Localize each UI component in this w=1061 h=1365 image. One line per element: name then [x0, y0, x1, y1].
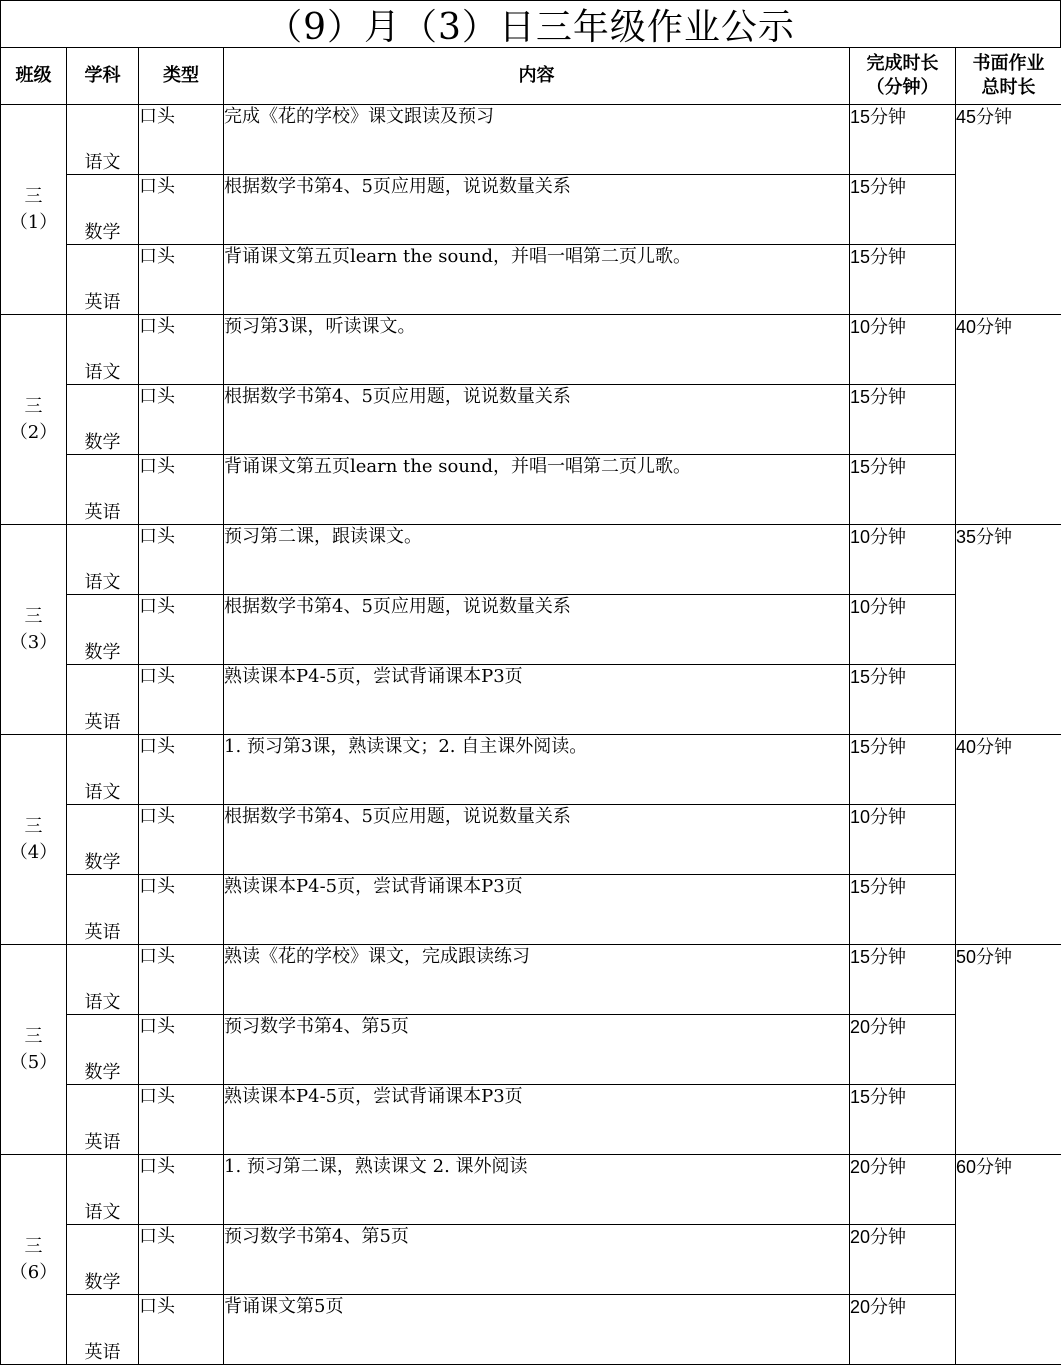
- class-cell: [1, 735, 67, 945]
- class-number: （5）: [9, 1051, 58, 1073]
- type-cell: 口头: [139, 1295, 224, 1365]
- table-body: [1, 105, 1061, 1365]
- type-cell: 口头: [139, 105, 224, 175]
- total-duration-cell: 40分钟: [956, 315, 1061, 525]
- subject-cell: 数学: [67, 595, 139, 665]
- duration-cell: 10分钟: [850, 525, 956, 595]
- duration-cell: 15分钟: [850, 945, 956, 1015]
- class-grade: 三: [24, 395, 43, 417]
- class-cell: [1, 105, 67, 315]
- table-row: [1, 1225, 1061, 1295]
- subject-cell: 英语: [67, 245, 139, 315]
- header-type: 类型: [139, 48, 224, 105]
- content-cell: 背诵课文第五页learn the sound，并唱一唱第二页儿歌。: [224, 245, 850, 315]
- duration-cell: 15分钟: [850, 735, 956, 805]
- subject-cell: 语文: [67, 945, 139, 1015]
- subject-cell: 英语: [67, 1085, 139, 1155]
- type-cell: 口头: [139, 1015, 224, 1085]
- type-cell: 口头: [139, 665, 224, 735]
- duration-cell: 15分钟: [850, 175, 956, 245]
- content-cell: 预习第二课，跟读课文。: [224, 525, 850, 595]
- duration-cell: 10分钟: [850, 595, 956, 665]
- class-cell: [1, 525, 67, 735]
- class-cell: [1, 1155, 67, 1365]
- subject-cell: 数学: [67, 1015, 139, 1085]
- class-grade: 三: [24, 605, 43, 627]
- table-row: [1, 805, 1061, 875]
- class-cell: [1, 945, 67, 1155]
- subject-cell: 数学: [67, 805, 139, 875]
- type-cell: 口头: [139, 1085, 224, 1155]
- header-total-line1: 书面作业: [972, 53, 1045, 74]
- type-cell: 口头: [139, 875, 224, 945]
- header-duration-line1: 完成时长: [866, 53, 939, 74]
- subject-cell: 数学: [67, 175, 139, 245]
- type-cell: 口头: [139, 735, 224, 805]
- header-duration-line2: （分钟）: [866, 77, 939, 98]
- content-cell: 背诵课文第5页: [224, 1295, 850, 1365]
- content-cell: 完成《花的学校》课文跟读及预习: [224, 105, 850, 175]
- duration-cell: 15分钟: [850, 875, 956, 945]
- total-duration-cell: 60分钟: [956, 1155, 1061, 1365]
- duration-cell: 15分钟: [850, 455, 956, 525]
- duration-cell: 10分钟: [850, 315, 956, 385]
- type-cell: 口头: [139, 595, 224, 665]
- subject-cell: 语文: [67, 735, 139, 805]
- subject-cell: 数学: [67, 1225, 139, 1295]
- type-cell: 口头: [139, 315, 224, 385]
- class-grade: 三: [24, 1025, 43, 1047]
- content-cell: 熟读《花的学校》课文，完成跟读练习: [224, 945, 850, 1015]
- class-number: （1）: [9, 211, 58, 233]
- class-cell: [1, 315, 67, 525]
- duration-cell: 15分钟: [850, 385, 956, 455]
- duration-cell: 20分钟: [850, 1015, 956, 1085]
- table-row: [1, 455, 1061, 525]
- class-number: （6）: [9, 1261, 58, 1283]
- content-cell: 根据数学书第4、5页应用题，说说数量关系: [224, 595, 850, 665]
- content-cell: 根据数学书第4、5页应用题，说说数量关系: [224, 805, 850, 875]
- duration-cell: 10分钟: [850, 805, 956, 875]
- subject-cell: 语文: [67, 105, 139, 175]
- type-cell: 口头: [139, 245, 224, 315]
- total-duration-cell: 50分钟: [956, 945, 1061, 1155]
- content-cell: 背诵课文第五页learn the sound，并唱一唱第二页儿歌。: [224, 455, 850, 525]
- table-row: [1, 945, 1061, 1015]
- content-cell: 1. 预习第3课，熟读课文；2. 自主课外阅读。: [224, 735, 850, 805]
- content-cell: 熟读课本P4-5页，尝试背诵课本P3页: [224, 875, 850, 945]
- subject-cell: 英语: [67, 455, 139, 525]
- subject-cell: 语文: [67, 1155, 139, 1225]
- class-number: （4）: [9, 841, 58, 863]
- table-row: [1, 315, 1061, 385]
- table-row: [1, 245, 1061, 315]
- duration-cell: 15分钟: [850, 245, 956, 315]
- duration-cell: 20分钟: [850, 1225, 956, 1295]
- type-cell: 口头: [139, 525, 224, 595]
- type-cell: 口头: [139, 455, 224, 525]
- subject-cell: 语文: [67, 315, 139, 385]
- table-row: [1, 175, 1061, 245]
- table-row: [1, 665, 1061, 735]
- homework-table: [0, 47, 1061, 1365]
- duration-cell: 15分钟: [850, 665, 956, 735]
- class-grade: 三: [24, 815, 43, 837]
- header-total-line2: 总时长: [981, 77, 1036, 98]
- class-number: （2）: [9, 421, 58, 443]
- content-cell: 熟读课本P4-5页，尝试背诵课本P3页: [224, 1085, 850, 1155]
- duration-cell: 20分钟: [850, 1295, 956, 1365]
- table-row: [1, 105, 1061, 175]
- content-cell: 预习第3课，听读课文。: [224, 315, 850, 385]
- duration-cell: 15分钟: [850, 1085, 956, 1155]
- table-row: [1, 735, 1061, 805]
- total-duration-cell: 35分钟: [956, 525, 1061, 735]
- duration-cell: 15分钟: [850, 105, 956, 175]
- table-row: [1, 385, 1061, 455]
- content-cell: 预习数学书第4、第5页: [224, 1225, 850, 1295]
- content-cell: 1. 预习第二课，熟读课文 2. 课外阅读: [224, 1155, 850, 1225]
- type-cell: 口头: [139, 175, 224, 245]
- class-number: （3）: [9, 631, 58, 653]
- subject-cell: 英语: [67, 665, 139, 735]
- total-duration-cell: 45分钟: [956, 105, 1061, 315]
- table-row: [1, 1085, 1061, 1155]
- duration-cell: 20分钟: [850, 1155, 956, 1225]
- header-content: 内容: [224, 48, 850, 105]
- page-title: （9）月（3）日三年级作业公示: [0, 0, 1061, 47]
- content-cell: 熟读课本P4-5页，尝试背诵课本P3页: [224, 665, 850, 735]
- content-cell: 预习数学书第4、第5页: [224, 1015, 850, 1085]
- table-row: [1, 1295, 1061, 1365]
- type-cell: 口头: [139, 945, 224, 1015]
- header-row: [1, 48, 1061, 105]
- table-row: [1, 595, 1061, 665]
- header-class: 班级: [1, 48, 67, 105]
- header-total: [956, 48, 1061, 105]
- table-row: [1, 525, 1061, 595]
- type-cell: 口头: [139, 1155, 224, 1225]
- header-duration: [850, 48, 956, 105]
- subject-cell: 英语: [67, 1295, 139, 1365]
- class-grade: 三: [24, 1235, 43, 1257]
- class-grade: 三: [24, 185, 43, 207]
- content-cell: 根据数学书第4、5页应用题，说说数量关系: [224, 175, 850, 245]
- table-row: [1, 1015, 1061, 1085]
- header-subject: 学科: [67, 48, 139, 105]
- subject-cell: 数学: [67, 385, 139, 455]
- type-cell: 口头: [139, 1225, 224, 1295]
- table-row: [1, 875, 1061, 945]
- table-row: [1, 1155, 1061, 1225]
- content-cell: 根据数学书第4、5页应用题，说说数量关系: [224, 385, 850, 455]
- type-cell: 口头: [139, 385, 224, 455]
- subject-cell: 英语: [67, 875, 139, 945]
- subject-cell: 语文: [67, 525, 139, 595]
- type-cell: 口头: [139, 805, 224, 875]
- total-duration-cell: 40分钟: [956, 735, 1061, 945]
